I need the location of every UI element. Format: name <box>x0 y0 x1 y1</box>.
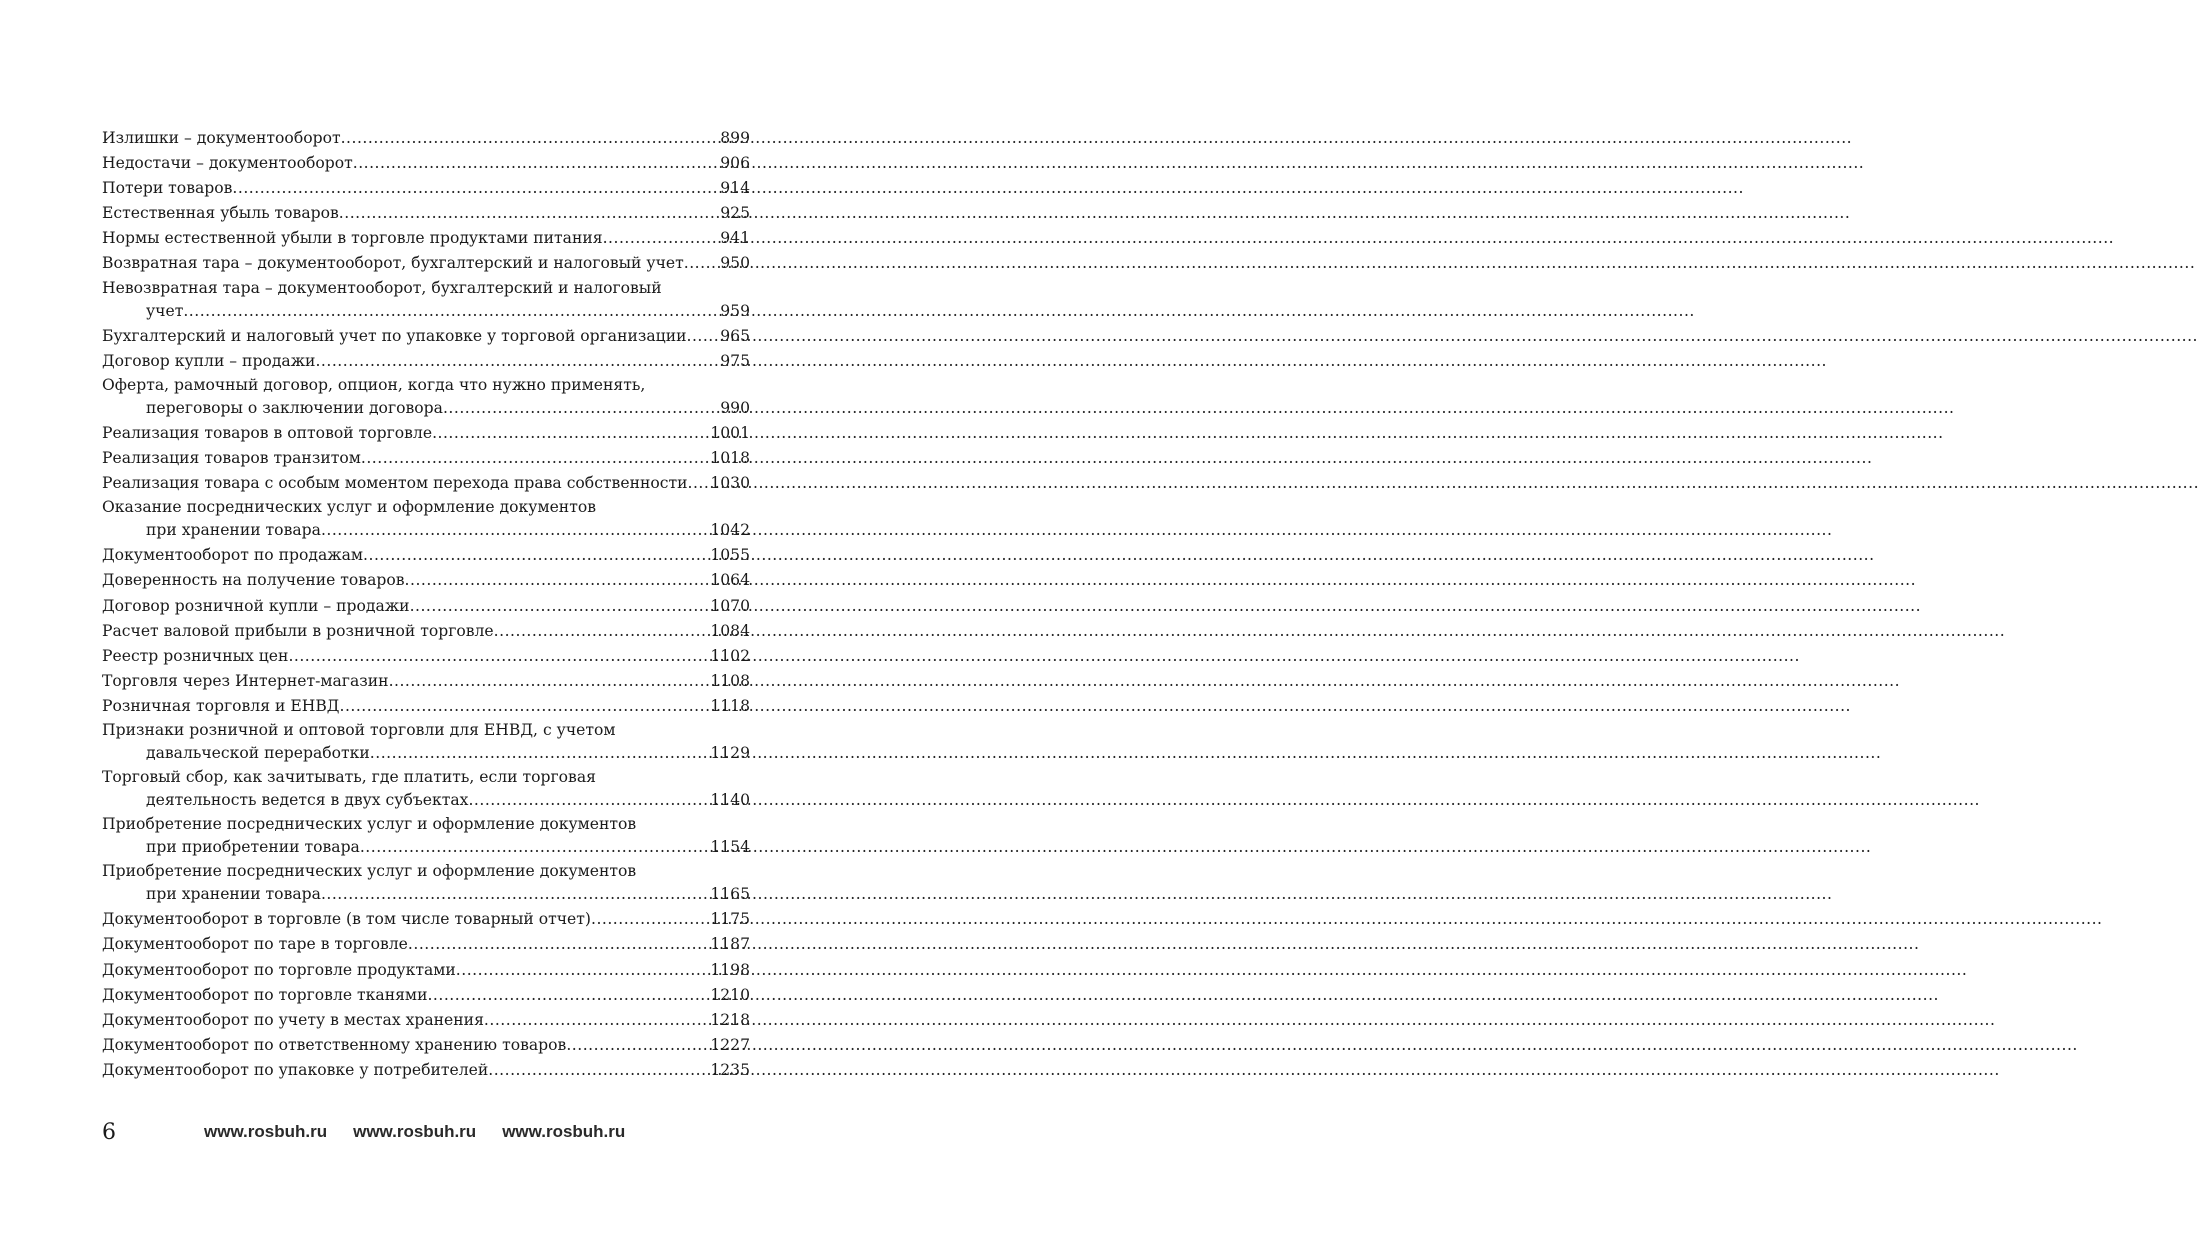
toc-entry-title: Потери товаров <box>102 179 233 198</box>
toc-entry-title: Документооборот по торговле продуктами <box>102 960 456 979</box>
dot-leader <box>363 543 706 568</box>
toc-entry-line <box>102 518 750 543</box>
dot-leader <box>339 201 712 226</box>
toc-entry-page: 925 <box>720 204 750 223</box>
toc-entry <box>102 932 750 957</box>
toc-entry-page: 1175 <box>710 910 750 929</box>
dot-leader <box>591 907 706 932</box>
toc-entry <box>102 226 750 251</box>
toc-entry <box>102 669 750 694</box>
toc-entry-page: 1118 <box>710 696 750 715</box>
toc-entry-line <box>102 1033 750 1058</box>
toc-entry-title: Документооборот в торговле (в том числе товарный отчет) <box>102 910 591 929</box>
toc-entry-page: 975 <box>720 351 750 370</box>
table-of-contents <box>102 126 750 1083</box>
dot-leader <box>686 324 712 349</box>
toc-entry-title: Реестр розничных цен <box>102 646 289 665</box>
toc-entry <box>102 907 750 932</box>
toc-entry <box>102 619 750 644</box>
toc-entry-page: 1042 <box>710 521 750 540</box>
toc-entry-line <box>102 568 750 593</box>
toc-entry-page: 1154 <box>710 838 750 857</box>
toc-entry-line <box>102 201 750 226</box>
dot-leader <box>443 396 712 421</box>
toc-entry <box>102 421 750 446</box>
page-number: 6 <box>102 1119 116 1145</box>
toc-entry-title-line1: Невозвратная тара – документооборот, бухгалтерский и налоговый <box>102 278 662 297</box>
toc-entry-title-line1: Оказание посреднических услуг и оформление документов <box>102 498 596 517</box>
toc-entry-page: 1227 <box>710 1035 750 1054</box>
toc-entry-title-line1: Приобретение посреднических услуг и оформление документов <box>102 862 637 881</box>
toc-entry-line <box>102 788 750 813</box>
dot-leader <box>341 126 712 151</box>
dot-leader <box>321 518 706 543</box>
toc-entry-title: Доверенность на получение товаров <box>102 571 405 590</box>
toc-entry-page: 1001 <box>710 423 750 442</box>
toc-entry-page: 1140 <box>710 791 750 810</box>
toc-entry-line <box>102 619 750 644</box>
toc-entry-page: 965 <box>720 326 750 345</box>
toc-entry <box>102 694 750 719</box>
toc-entry <box>102 860 750 907</box>
toc-entry-page: 1108 <box>710 671 750 690</box>
toc-entry-title: Документооборот по продажам <box>102 546 364 565</box>
toc-entry-title: Реализация товара с особым моментом перехода права собственности <box>102 474 688 493</box>
toc-entry-title-line2: деятельность ведется в двух субъектах <box>146 791 469 810</box>
toc-entry-line <box>102 882 750 907</box>
toc-entry-line <box>102 835 750 860</box>
toc-entry-page: 1187 <box>710 935 750 954</box>
dot-leader <box>410 594 707 619</box>
toc-entry-line <box>102 471 750 496</box>
toc-entry-page: 1055 <box>710 546 750 565</box>
dot-leader <box>488 1058 706 1083</box>
toc-entry-page: 906 <box>720 154 750 173</box>
toc-entry-title-line1: Торговый сбор, как зачитывать, где платить, если торговая <box>102 768 596 787</box>
toc-entry-line <box>102 446 750 471</box>
toc-entry-line <box>102 421 750 446</box>
toc-entry-title-line2: давальческой переработки <box>146 743 370 762</box>
toc-entry-title: Возвратная тара – документооборот, бухгалтерский и налоговый учет <box>102 254 684 273</box>
toc-entry <box>102 201 750 226</box>
dot-leader <box>361 446 706 471</box>
footer-url: www.rosbuh.ru <box>502 1122 626 1141</box>
toc-entry-title-line1: Оферта, рамочный договор, опцион, когда что нужно применять, <box>102 375 646 394</box>
toc-entry <box>102 496 750 543</box>
toc-entry-page: 1235 <box>710 1060 750 1079</box>
dot-leader <box>684 251 712 276</box>
footer-url: www.rosbuh.ru <box>204 1122 328 1141</box>
toc-entry-page: 1165 <box>710 885 750 904</box>
toc-entry-title-line2: при приобретении товара <box>146 838 360 857</box>
toc-entry-line <box>102 226 750 251</box>
toc-entry-title: Нормы естественной убыли в торговле продуктами питания <box>102 229 603 248</box>
toc-entry <box>102 813 750 860</box>
dot-leader <box>494 619 707 644</box>
dot-leader <box>603 226 712 251</box>
toc-entry-line <box>102 299 750 324</box>
dot-leader <box>360 835 706 860</box>
toc-entry <box>102 568 750 593</box>
toc-entry-title: Документооборот по упаковке у потребителей <box>102 1060 489 1079</box>
page-footer <box>102 1117 750 1147</box>
dot-leader <box>427 983 706 1008</box>
toc-entry <box>102 766 750 813</box>
toc-entry-title: Розничная торговля и ЕНВД <box>102 696 340 715</box>
toc-entry <box>102 1033 750 1058</box>
toc-entry-line <box>102 543 750 568</box>
toc-entry-page: 959 <box>720 301 750 320</box>
toc-entry-title: Договор купли – продажи <box>102 351 316 370</box>
toc-entry-title-line2: при хранении товара <box>146 885 321 904</box>
toc-entry-page: 1218 <box>710 1010 750 1029</box>
toc-entry-title-line2: переговоры о заключении договора <box>146 398 443 417</box>
toc-entry-line <box>102 932 750 957</box>
book-page <box>0 0 857 1241</box>
toc-entry-line <box>102 176 750 201</box>
toc-entry-title-line1: Признаки розничной и оптовой торговли для ЕНВД, с учетом <box>102 720 616 739</box>
toc-entry <box>102 277 750 324</box>
toc-entry-title: Торговля через Интернет-магазин <box>102 671 389 690</box>
toc-entry-title: Излишки – документооборот <box>102 129 341 147</box>
dot-leader <box>688 471 707 496</box>
toc-entry <box>102 644 750 669</box>
toc-entry <box>102 983 750 1008</box>
toc-entry-line <box>102 594 750 619</box>
toc-entry <box>102 176 750 201</box>
toc-entry-page: 990 <box>720 398 750 417</box>
toc-entry-line <box>102 396 750 421</box>
toc-entry-line <box>102 907 750 932</box>
toc-entry <box>102 594 750 619</box>
toc-entry-title: Документооборот по ответственному хранению товаров <box>102 1035 567 1054</box>
toc-entry <box>102 126 750 151</box>
toc-entry <box>102 1008 750 1033</box>
toc-entry <box>102 958 750 983</box>
dot-leader <box>321 882 706 907</box>
toc-entry <box>102 446 750 471</box>
toc-entry <box>102 719 750 766</box>
toc-entry-line <box>102 151 750 176</box>
toc-entry-title: Естественная убыль товаров <box>102 204 339 223</box>
toc-entry-title-line2: при хранении товара <box>146 521 321 540</box>
toc-entry-line <box>102 1008 750 1033</box>
toc-entry-title: Документооборот по торговле тканями <box>102 985 428 1004</box>
toc-entry-line <box>102 694 750 719</box>
toc-entry-title: Реализация товаров в оптовой торговле <box>102 423 433 442</box>
toc-entry-line <box>102 958 750 983</box>
dot-leader <box>566 1033 706 1058</box>
dot-leader <box>484 1008 706 1033</box>
dot-leader <box>288 644 706 669</box>
toc-entry-page: 1129 <box>710 743 750 762</box>
toc-entry-page: 1210 <box>710 985 750 1004</box>
toc-entry-line <box>102 983 750 1008</box>
toc-entry-page: 941 <box>720 229 750 248</box>
toc-entry-page: 950 <box>720 254 750 273</box>
toc-entry-line <box>102 1058 750 1083</box>
footer-urls <box>204 1122 625 1142</box>
toc-entry-title: Документооборот по таре в торговле <box>102 935 408 954</box>
toc-entry-page: 1064 <box>710 571 750 590</box>
toc-entry-page: 1102 <box>710 646 750 665</box>
toc-entry-line <box>102 324 750 349</box>
toc-entry-page: 1070 <box>710 596 750 615</box>
toc-entry-line <box>102 741 750 766</box>
toc-entry-page: 1084 <box>710 621 750 640</box>
toc-entry-page: 1018 <box>710 449 750 468</box>
toc-entry-page: 1030 <box>710 474 750 493</box>
dot-leader <box>339 694 706 719</box>
dot-leader <box>315 349 712 374</box>
toc-entry <box>102 324 750 349</box>
dot-leader <box>468 788 706 813</box>
dot-leader <box>389 669 707 694</box>
toc-entry-title-line1: Приобретение посреднических услуг и оформление документов <box>102 815 637 834</box>
toc-entry-title: Недостачи – документооборот <box>102 154 353 173</box>
toc-entry-line <box>102 644 750 669</box>
toc-entry-page: 899 <box>720 129 750 147</box>
dot-leader <box>405 568 707 593</box>
toc-entry <box>102 471 750 496</box>
dot-leader <box>232 176 712 201</box>
toc-entry-title: Документооборот по учету в местах хранения <box>102 1010 484 1029</box>
toc-entry-line <box>102 349 750 374</box>
toc-entry <box>102 1058 750 1083</box>
toc-entry-title: Реализация товаров транзитом <box>102 449 361 468</box>
toc-entry-line <box>102 126 750 151</box>
dot-leader <box>353 151 712 176</box>
footer-url: www.rosbuh.ru <box>353 1122 477 1141</box>
toc-entry-page: 914 <box>720 179 750 198</box>
dot-leader <box>432 421 706 446</box>
toc-entry-line <box>102 669 750 694</box>
toc-entry-line <box>102 251 750 276</box>
toc-entry <box>102 151 750 176</box>
dot-leader <box>183 299 712 324</box>
dot-leader <box>370 741 707 766</box>
toc-entry-title: Договор розничной купли – продажи <box>102 596 410 615</box>
dot-leader <box>408 932 706 957</box>
toc-entry-title-line2: учет <box>146 301 184 320</box>
toc-entry <box>102 374 750 421</box>
toc-entry <box>102 349 750 374</box>
toc-entry-title: Расчет валовой прибыли в розничной торговле <box>102 621 494 640</box>
toc-entry <box>102 251 750 276</box>
toc-entry-title: Бухгалтерский и налоговый учет по упаковке у торговой организации <box>102 326 687 345</box>
toc-entry-page: 1198 <box>710 960 750 979</box>
toc-entry <box>102 543 750 568</box>
dot-leader <box>456 958 707 983</box>
